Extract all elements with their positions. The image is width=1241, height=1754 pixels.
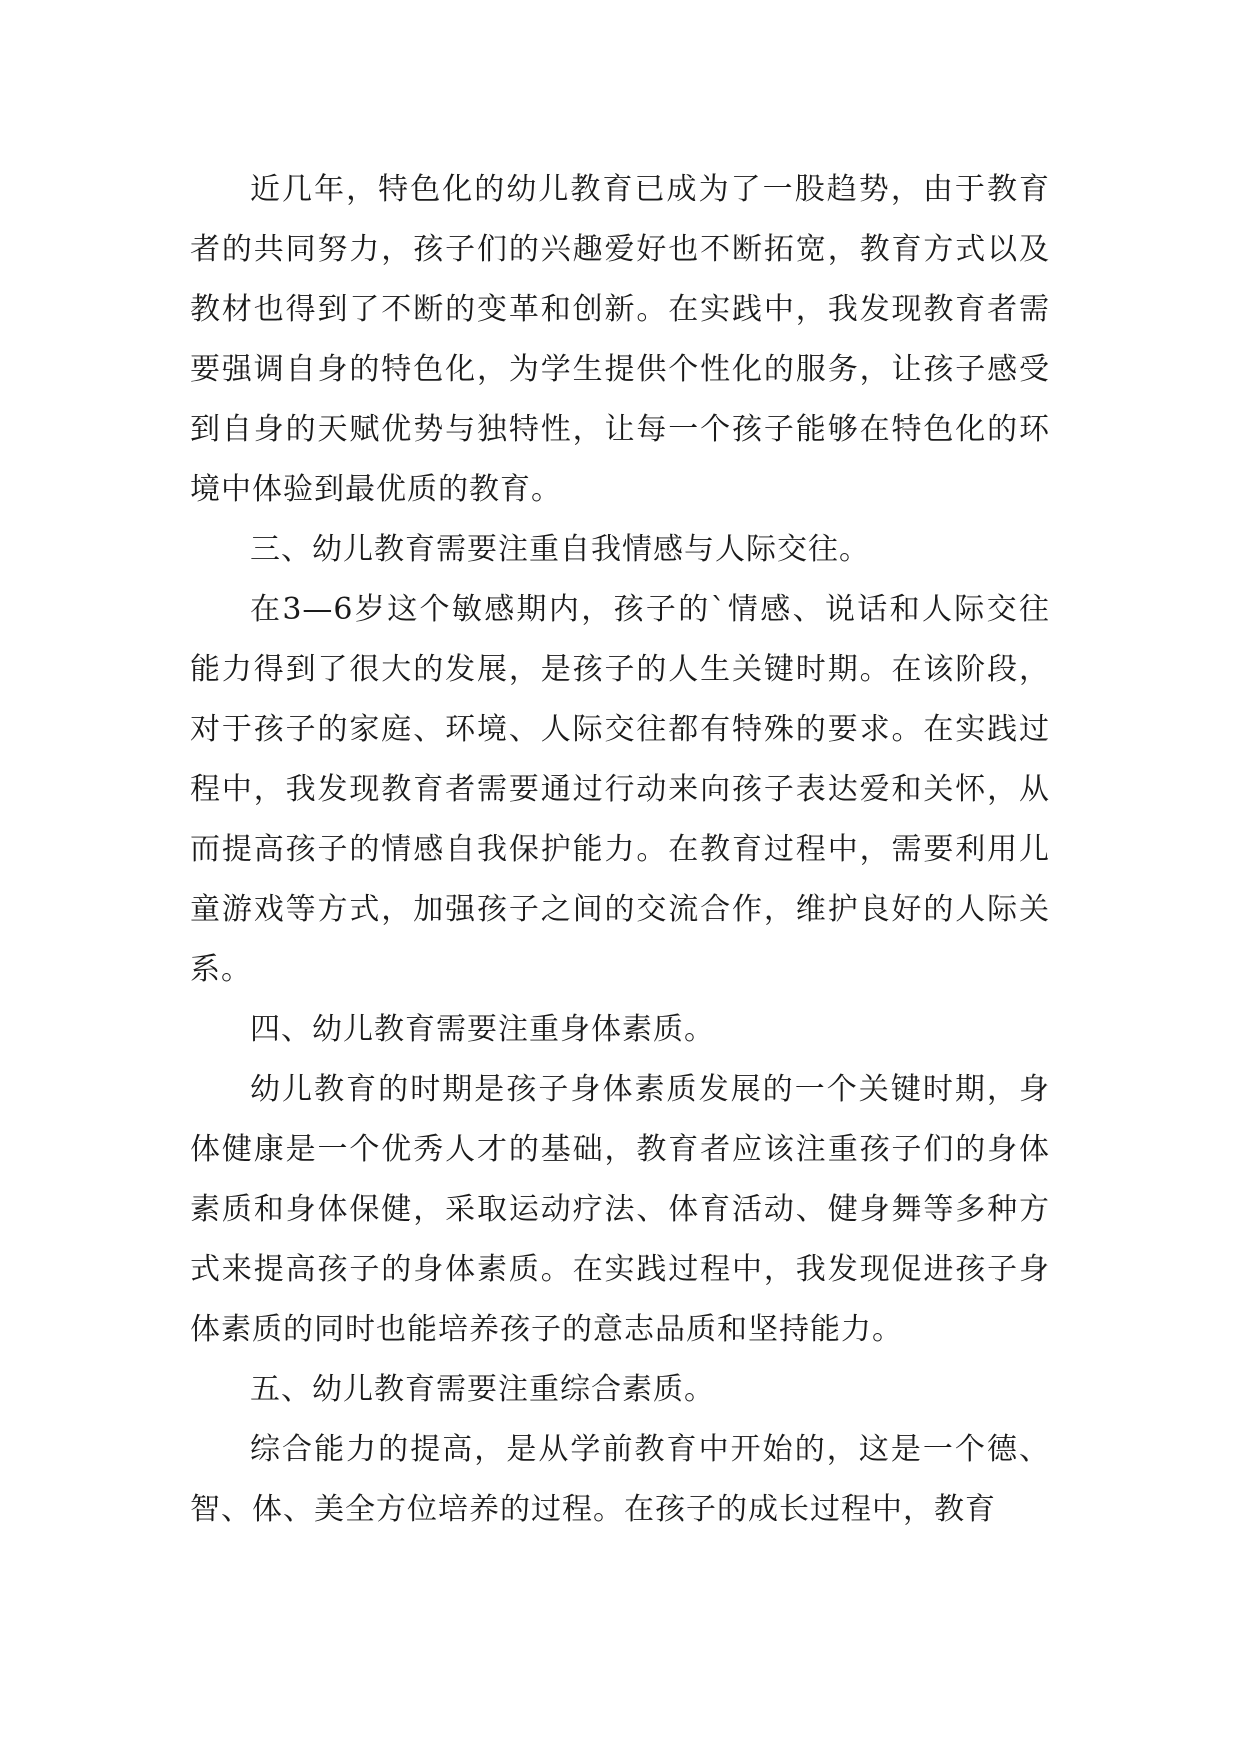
document-body (190, 160, 1050, 1540)
heading-section-four: 四、幼儿教育需要注重身体素质。 (250, 1012, 715, 1047)
heading-section-five: 五、幼儿教育需要注重综合素质。 (250, 1372, 715, 1407)
paragraph-comprehensive-quality: 综合能力的提高，是从学前教育中开始的，这是一个德、智、体、美全方位培养的过程。在孩子的成长过程中，教育 (190, 1432, 1050, 1527)
paragraph-intro-trend: 近几年，特色化的幼儿教育已成为了一股趋势，由于教育者的共同努力，孩子们的兴趣爱好也不断拓宽，教育方式以及教材也得到了不断的变革和创新。在实践中，我发现教育者需要强调自身的特色化，为学生提供个性化的服务，让孩子感受到自身的天赋优势与独特性，让每一个孩子能够在特色化的环境中体验到最优质的教育。 (190, 172, 1050, 507)
paragraph-emotion-social: 在3—6岁这个敏感期内，孩子的`情感、说话和人际交往能力得到了很大的发展，是孩子的人生关键时期。在该阶段，对于孩子的家庭、环境、人际交往都有特殊的要求。在实践过程中，我发现教育者需要通过行动来向孩子表达爱和关怀，从而提高孩子的情感自我保护能力。在教育过程中，需要利用儿童游戏等方式，加强孩子之间的交流合作，维护良好的人际关系。 (190, 592, 1050, 987)
heading-section-three: 三、幼儿教育需要注重自我情感与人际交往。 (250, 532, 870, 567)
paragraph-physical-quality: 幼儿教育的时期是孩子身体素质发展的一个关键时期，身体健康是一个优秀人才的基础，教育者应该注重孩子们的身体素质和身体保健，采取运动疗法、体育活动、健身舞等多种方式来提高孩子的身体素质。在实践过程中，我发现促进孩子身体素质的同时也能培养孩子的意志品质和坚持能力。 (190, 1072, 1050, 1347)
